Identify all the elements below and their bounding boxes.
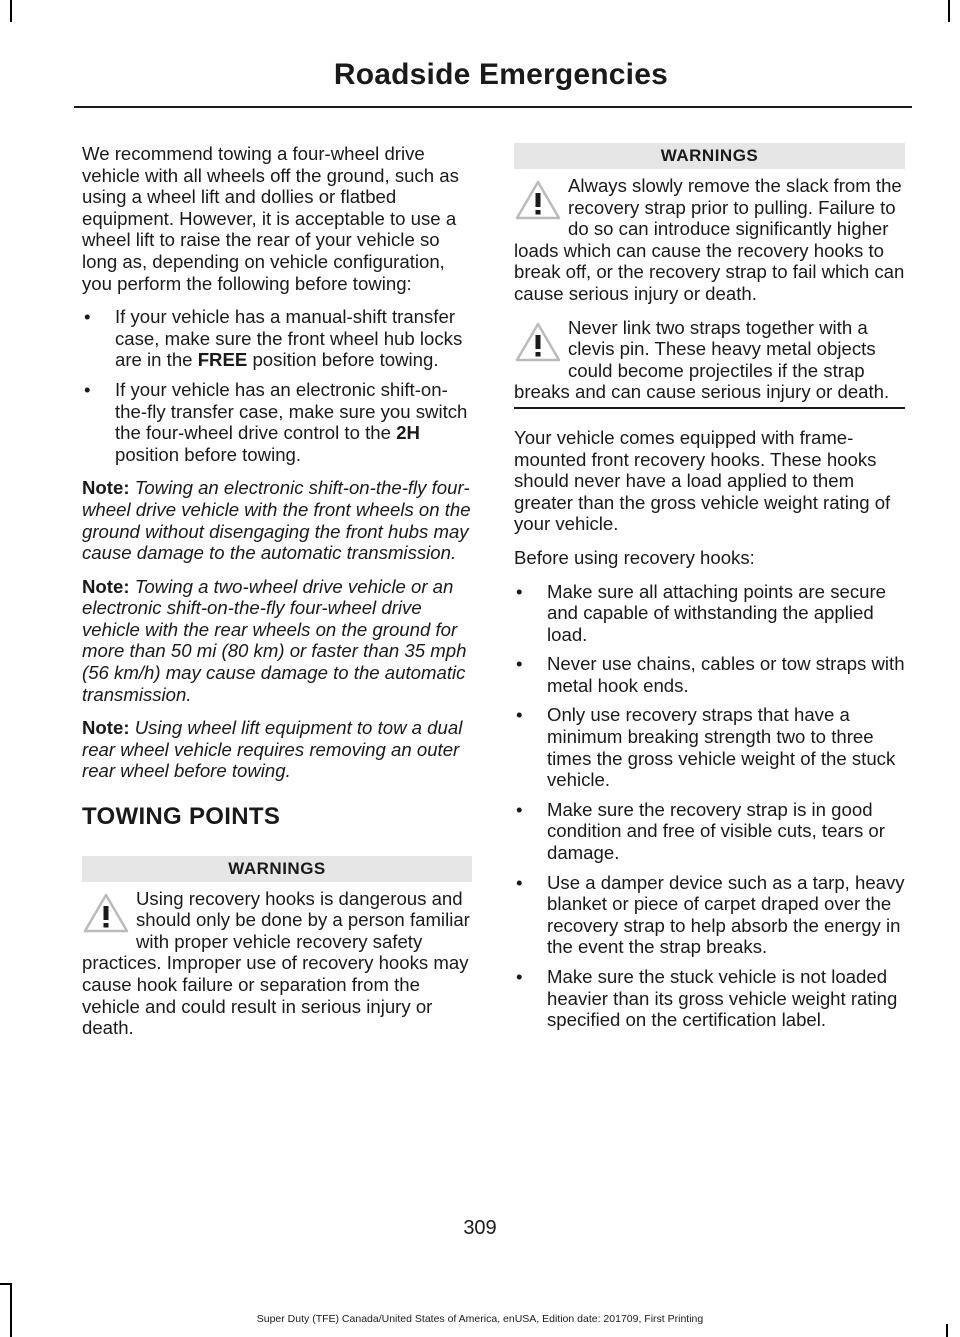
bullet-emphasis: 2H <box>396 422 420 444</box>
section-heading: TOWING POINTS <box>82 803 281 831</box>
note-label: Note: <box>82 717 130 739</box>
list-item: • Only use recovery straps that have a minimum breaking strength two to three times the gross vehicle weight of the stuck vehicle. <box>514 704 905 790</box>
left-column <box>82 143 472 1051</box>
list-item: • Make sure all attaching points are secure and capable of withstanding the applied load. <box>514 581 905 646</box>
note-text: Using wheel lift equipment to tow a dual rear wheel vehicle requires removing an outer rear wheel before towing. <box>82 717 463 782</box>
recovery-hooks-intro: Before using recovery hooks: <box>514 546 755 568</box>
list-item: • Make sure the stuck vehicle is not loaded heavier than its gross vehicle weight rating specified on the certification label. <box>514 966 905 1031</box>
warning-triangle-icon <box>514 321 562 363</box>
warnings-end-rule <box>514 407 905 409</box>
crop-mark-bottom-left-h <box>0 1283 12 1285</box>
note-label: Note: <box>82 575 130 597</box>
warning-block <box>82 888 472 1039</box>
note-text: Towing an electronic shift-on-the-fly four-wheel drive vehicle with the front wheels on the ground without disengaging the front hubs may cause damage to the automatic transmission. <box>82 477 471 564</box>
list-item <box>82 306 472 371</box>
page-title: Roadside Emergencies <box>333 58 668 91</box>
list-item: • Use a damper device such as a tarp, heavy blanket or piece of carpet draped over the recovery strap to help absorb the energy in the event the strap breaks. <box>514 872 905 958</box>
bullet-text: position before towing. <box>247 349 439 371</box>
warning-triangle-icon <box>514 179 562 221</box>
warning-block <box>514 175 905 305</box>
warnings-header: WARNINGS <box>82 856 472 882</box>
header-rule <box>74 106 912 108</box>
warnings-header: WARNINGS <box>514 143 905 169</box>
right-column <box>514 143 905 1043</box>
warning-text: Using recovery hooks is dangerous and should only be done by a person familiar with proper vehicle recovery safety practices. Improper use of recovery hooks may cause hook failure or separation from the vehicle and could result in serious injury or death. <box>82 887 470 1039</box>
warning-block <box>514 317 905 403</box>
warning-text: Never link two straps together with a clevis pin. These heavy metal objects could become projectiles if the strap breaks and can cause serious injury or death. <box>514 316 890 403</box>
crop-mark-bottom-right <box>946 1324 948 1337</box>
warning-text: Always slowly remove the slack from the recovery strap prior to pulling. Failure to do so can introduce significantly higher loads which can cause the recovery hooks to break off, or the recovery strap to fail which can cause serious injury or death. <box>514 175 905 304</box>
bullet-text: position before towing. <box>115 443 302 465</box>
note-2 <box>82 576 472 706</box>
crop-mark-top-right <box>948 0 950 22</box>
intro-paragraph: We recommend towing a four-wheel drive vehicle with all wheels off the ground, such as using a wheel lift and dollies or flatbed equipment. However, it is acceptable to use a wheel lift to raise the rear of your vehicle so long as, depending on vehicle configuration, you perform the following before towing: <box>82 143 459 294</box>
crop-mark-bottom-left <box>10 1285 12 1337</box>
warning-triangle-icon <box>82 892 130 934</box>
recovery-hooks-paragraph: Your vehicle comes equipped with frame-mounted front recovery hooks. These hooks should never have a load applied to them greater than the gross vehicle weight rating of your vehicle. <box>514 426 891 535</box>
note-label: Note: <box>82 477 130 499</box>
footer-text: Super Duty (TFE) Canada/United States of America, enUSA, Edition date: 201709, First Printing <box>256 1313 704 1325</box>
note-3 <box>82 717 472 782</box>
recovery-hooks-list <box>514 581 905 1031</box>
bullet-text: If your vehicle has a manual-shift transfer case, make sure the front wheel hub locks are in the <box>115 306 463 371</box>
list-item <box>82 379 472 465</box>
list-item: • Never use chains, cables or tow straps with metal hook ends. <box>514 653 905 696</box>
page-number: 309 <box>463 1217 497 1239</box>
bullet-emphasis: FREE <box>197 349 248 371</box>
note-text: Towing a two-wheel drive vehicle or an electronic shift-on-the-fly four-wheel drive vehicle with the rear wheels on the ground for more than 50 mi (80 km) or faster than 35 mph (56 km/h) may cause damage to the automatic transmission. <box>82 575 467 705</box>
crop-mark-top-left <box>10 0 12 22</box>
towing-prep-list <box>82 306 472 465</box>
list-item: • Make sure the recovery strap is in good condition and free of visible cuts, tears or damage. <box>514 799 905 864</box>
bullet-text: If your vehicle has an electronic shift-on-the-fly transfer case, make sure you switch the four-wheel drive control to the <box>115 378 468 444</box>
note-1 <box>82 477 472 563</box>
